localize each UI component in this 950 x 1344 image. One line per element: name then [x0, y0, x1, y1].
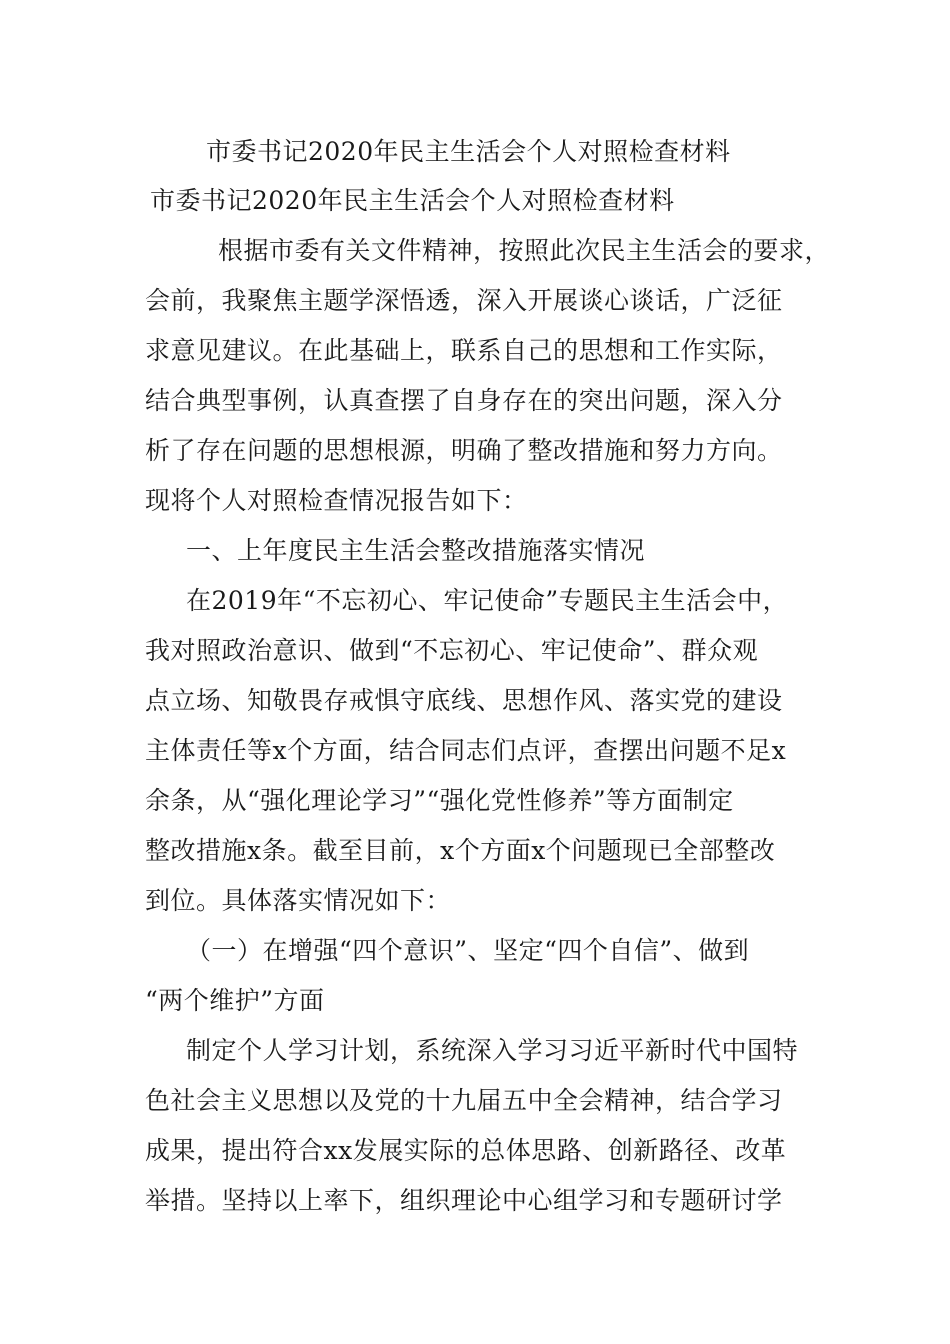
- section-line: 我对照政治意识、做到“不忘初心、牢记使命”、群众观: [145, 636, 759, 665]
- subsection-heading: （一）在增强“四个意识”、坚定“四个自信”、做到: [186, 936, 750, 965]
- subsection-heading: “两个维护”方面: [145, 986, 325, 1015]
- subsection-line: 色社会主义思想以及党的十九届五中全会精神，结合学习: [145, 1086, 783, 1115]
- section-line: 余条，从“强化理论学习”“强化党性修养”等方面制定: [145, 786, 734, 815]
- intro-line: 求意见建议。在此基础上，联系自己的思想和工作实际，: [145, 336, 783, 365]
- section-line: 到位。具体落实情况如下：: [145, 886, 452, 915]
- subsection-line: 制定个人学习计划，系统深入学习习近平新时代中国特: [186, 1036, 799, 1065]
- intro-line: 会前，我聚焦主题学深悟透，深入开展谈心谈话，广泛征: [145, 286, 783, 315]
- intro-line: 现将个人对照检查情况报告如下：: [145, 486, 528, 515]
- section-line: 点立场、知敬畏存戒惧守底线、思想作风、落实党的建设: [145, 686, 783, 715]
- section-line: 整改措施x条。截至目前，x个方面x个问题现已全部整改: [145, 836, 776, 865]
- subsection-line: 成果，提出符合xx发展实际的总体思路、创新路径、改革: [145, 1136, 787, 1165]
- intro-line: 析了存在问题的思想根源，明确了整改措施和努力方向。: [145, 436, 783, 465]
- document-subtitle: 市委书记2020年民主生活会个人对照检查材料: [150, 186, 675, 215]
- section-heading: 一、上年度民主生活会整改措施落实情况: [186, 536, 646, 565]
- section-line: 主体责任等x个方面，结合同志们点评，查摆出问题不足x: [145, 736, 787, 765]
- subsection-line: 举措。坚持以上率下，组织理论中心组学习和专题研讨学: [145, 1186, 783, 1215]
- document-title: 市委书记2020年民主生活会个人对照检查材料: [206, 137, 731, 166]
- section-line: 在2019年“不忘初心、牢记使命”专题民主生活会中，: [186, 586, 789, 615]
- intro-line: 根据市委有关文件精神，按照此次民主生活会的要求，: [218, 236, 831, 265]
- intro-line: 结合典型事例，认真查摆了自身存在的突出问题，深入分: [145, 386, 783, 415]
